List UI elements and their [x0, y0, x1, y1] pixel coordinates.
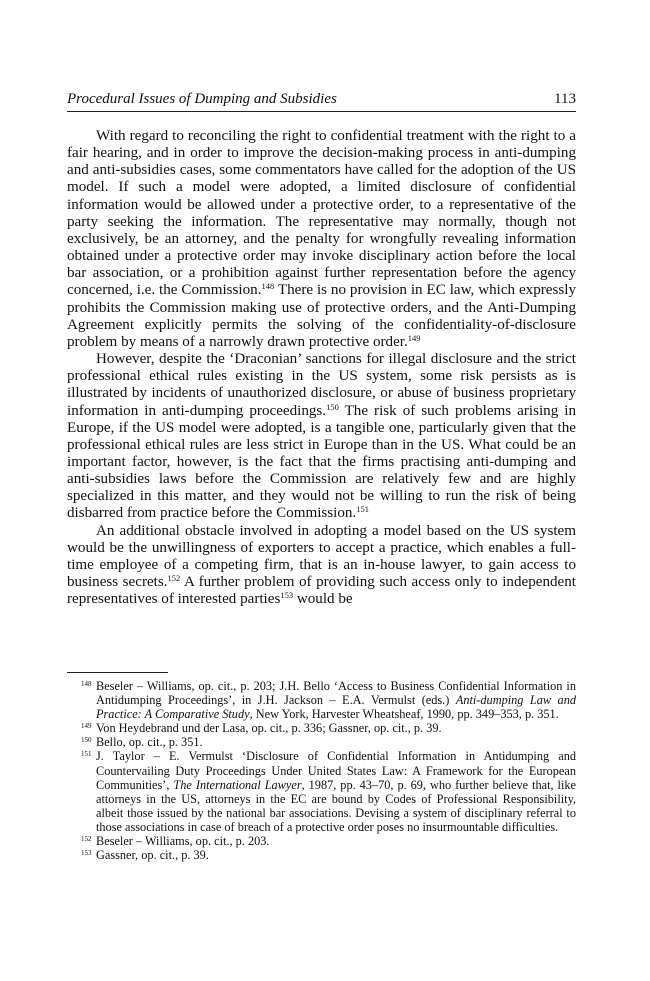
footnote-ref-152[interactable]: 152 [167, 573, 181, 584]
paragraph-2-text-cont: The risk of such problems arising in Europe, if the US model were adopted, is a tangible one, particularly given that the professional ethical rules are less strict in Europe than in the US. What could be an important factor, however, is the fact that the firms practising anti-dumping and anti-subsidies laws before the Commission are relatively few and are highly specialized in this matter, and they would not be willing to run the risk of being disbarred from practice before the Commission. [67, 402, 576, 522]
footnote-text: J. Taylor – E. Vermulst ‘Disclosure of Confidential Information in Antidumping and Countervailing Duty Proceedings Under United States Law: A Framework for the European Communities’, [96, 749, 576, 792]
paragraph-3 [67, 523, 576, 609]
footnote-149 [81, 721, 576, 735]
footnote-150 [81, 735, 576, 749]
body-text [67, 128, 576, 608]
footnote-text: Bello, op. cit., p. 351. [96, 735, 203, 750]
footnote-text-cont: , New York, Harvester Wheatsheaf, 1990, pp. 349–353, p. 351. [249, 707, 559, 722]
footnote-ref-153[interactable]: 153 [280, 590, 294, 601]
paragraph-2 [67, 351, 576, 523]
footnote-text: Beseler – Williams, op. cit., p. 203; J.H. Bello ‘Access to Business Confidential Information in Antidumping Proceedings’, in J.H. Jackson – E.A. Vermulst (eds.) [96, 679, 576, 708]
footnote-journal-title: The International Lawyer [173, 777, 302, 792]
footnote-152 [81, 834, 576, 848]
footnote-separator [67, 672, 168, 673]
running-header [67, 90, 576, 112]
running-title: Procedural Issues of Dumping and Subsidies [67, 91, 337, 107]
paragraph-3-text-end: would be [293, 591, 353, 608]
footnote-text-cont: , 1987, pp. 43–70, p. 69, who further believe that, like attorneys in the US, attorneys in the EC are bound by Codes of Professional Responsibility, albeit those issued by the national bar associations. Devising a system of disciplinary referral to those associations in case of breach of a protective order poses no insurmountable difficulties. [96, 777, 576, 834]
footnote-153 [81, 848, 576, 862]
footnote-number: 151 [81, 750, 92, 759]
footnote-ref-148[interactable]: 148 [261, 281, 275, 292]
footnote-ref-149[interactable]: 149 [407, 332, 421, 343]
paragraph-3-text-cont: A further problem of providing such access only to independent representatives of interested parties [67, 574, 576, 608]
footnote-number: 150 [81, 736, 92, 745]
footnote-number: 153 [81, 849, 92, 858]
paragraph-1-text: With regard to reconciling the right to confidential treatment with the right to a fair hearing, and in order to improve the decision-making process in anti-dumping and anti-subsidies cases, some commentators have called for the adoption of the US model. If such a model were adopted, a limited disclosure of confidential information would be allowed under a protective order, to a representative of the party seeking the information. The representative may normally, though not exclusively, be an attorney, and the penalty for wrongfully revealing information obtained under a protective order may invoke disciplinary action before the local bar association, or a prohibition against further representation before the agency concerned, i.e. the Commission. [67, 128, 576, 299]
footnote-text: Von Heydebrand und der Lasa, op. cit., p. 336; Gassner, op. cit., p. 39. [96, 721, 442, 736]
footnote-number: 149 [81, 722, 92, 731]
footnote-151 [81, 749, 576, 834]
footnote-text: Beseler – Williams, op. cit., p. 203. [96, 834, 270, 849]
footnote-text: Gassner, op. cit., p. 39. [96, 848, 209, 863]
paragraph-3-text: An additional obstacle involved in adopting a model based on the US system would be the unwillingness of exporters to accept a practice, which enables a full-time employee of a competing firm, that is an in-house lawyer, to gain access to business secrets. [67, 522, 576, 591]
footnote-148 [81, 679, 576, 721]
footnote-ref-150[interactable]: 150 [326, 401, 339, 412]
footnote-number: 148 [81, 680, 92, 688]
page-number: 113 [554, 91, 576, 107]
paragraph-1-text-cont: There is no provision in EC law, which expressly prohibits the Commission making use of protective orders, and the Anti-Dumping Agreement explicitly permits the solving of the confidentiality-of-disclosure problem by means of a narrowly drawn protective order. [67, 282, 576, 350]
footnote-book-title: Anti-dumping Law and Practice: A Comparative Study [96, 693, 576, 722]
paragraph-2-text: However, despite the ‘Draconian’ sanctions for illegal disclosure and the strict professional ethical rules existing in the US system, some risk persists as is illustrated by incidents of unauthorized disclosure, or abuse of business proprietary information in anti-dumping proceedings. [67, 351, 576, 419]
footnotes [81, 679, 576, 862]
footnote-ref-151[interactable]: 151 [356, 504, 369, 515]
footnote-number: 152 [81, 835, 92, 844]
paragraph-1 [67, 128, 576, 351]
